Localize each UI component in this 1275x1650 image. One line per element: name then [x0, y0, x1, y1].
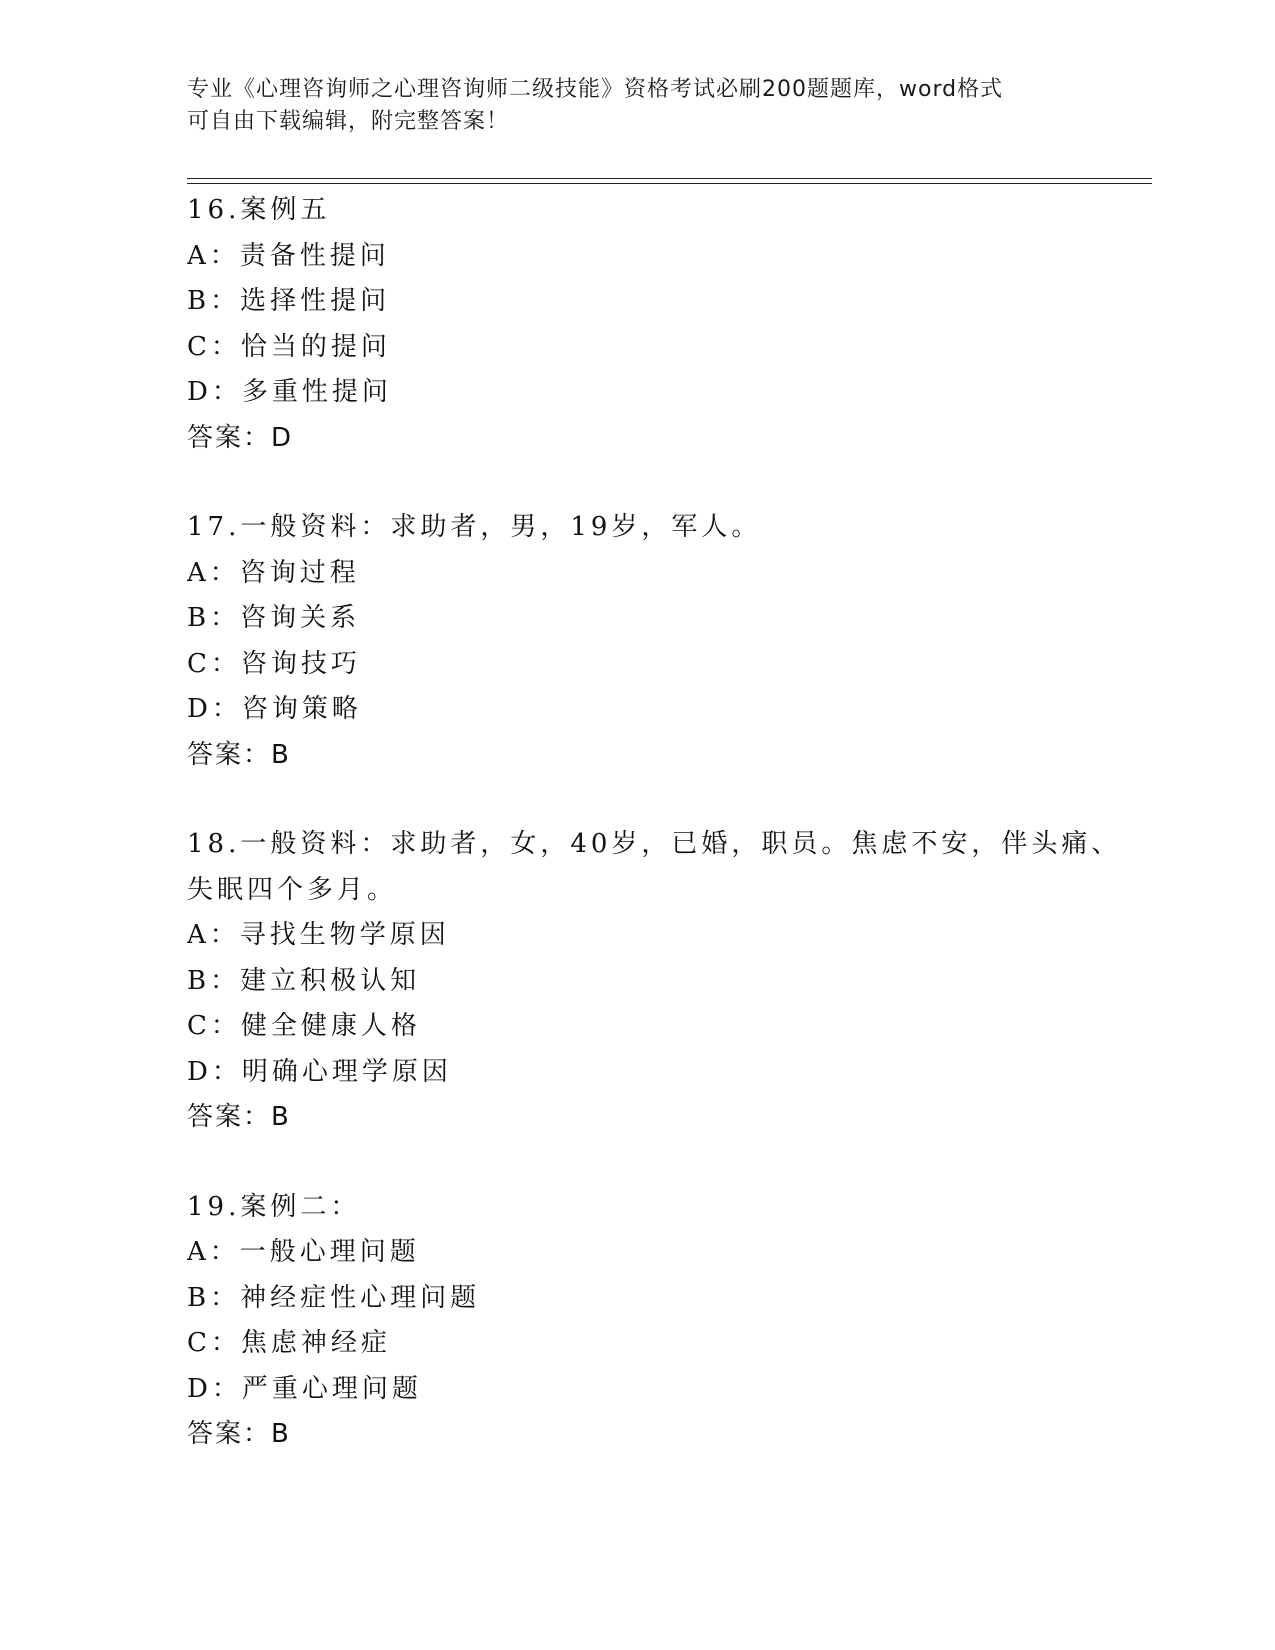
question-list — [187, 188, 1152, 1502]
answer: 答案：B — [187, 1419, 291, 1449]
option-d: D：明确心理学原因 — [187, 1056, 452, 1087]
option-d: D：多重性提问 — [187, 377, 392, 407]
question-17 — [187, 505, 1152, 778]
question-16 — [187, 188, 1152, 461]
option-b: B：建立积极认知 — [187, 965, 421, 996]
option-d: D：咨询策略 — [187, 694, 362, 724]
question-18 — [187, 822, 1152, 1141]
answer: 答案：B — [187, 739, 291, 770]
option-c: C：健全健康人格 — [187, 1011, 421, 1041]
header-line-2: 可自由下载编辑，附完整答案！ — [187, 109, 510, 134]
option-a: A：一般心理问题 — [187, 1237, 420, 1267]
question-stem: 16.案例五 — [187, 195, 331, 225]
question-19 — [187, 1185, 1152, 1458]
header-line-1: 专业《心理咨询师之心理咨询师二级技能》资格考试必刷200题题库，word格式 — [187, 77, 1004, 102]
option-a: A：寻找生物学原因 — [187, 920, 450, 950]
option-c: C：咨询技巧 — [187, 648, 361, 679]
header-divider-top — [187, 178, 1152, 179]
option-b: B：选择性提问 — [187, 286, 391, 316]
option-b: B：神经症性心理问题 — [187, 1282, 481, 1313]
option-c: C：焦虑神经症 — [187, 1328, 391, 1358]
option-a: A：咨询过程 — [187, 557, 360, 588]
question-stem: 17.一般资料：求助者，男，19岁，军人。 — [187, 512, 762, 542]
option-d: D：严重心理问题 — [187, 1373, 422, 1404]
option-b: B：咨询关系 — [187, 603, 361, 633]
header-divider-bottom — [187, 183, 1152, 184]
question-stem: 19.案例二： — [187, 1191, 361, 1222]
answer: 答案：D — [187, 422, 294, 453]
option-a: A：责备性提问 — [187, 240, 390, 271]
answer: 答案：B — [187, 1102, 291, 1132]
question-stem-continued: 失眠四个多月。 — [187, 874, 398, 905]
question-stem: 18.一般资料：求助者，女，40岁，已婚，职员。焦虑不安，伴头痛、 — [187, 829, 1122, 859]
option-c: C：恰当的提问 — [187, 331, 391, 362]
document-header — [187, 74, 1087, 138]
